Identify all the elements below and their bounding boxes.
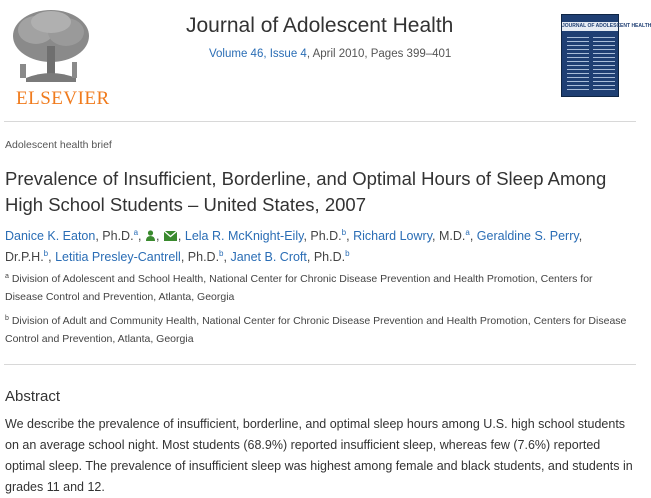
journal-cover-thumbnail[interactable] [561,14,651,97]
author-affiliation-sup[interactable]: b [345,249,350,258]
author-link[interactable]: Danice K. Eaton [5,229,96,243]
article-type-label: Adolescent health brief [5,139,112,151]
affiliation-marker: a [5,273,9,280]
section-divider [4,364,636,365]
cover-title: JOURNAL OF ADOLESCENT HEALTH [562,23,651,29]
affiliation-b [5,312,630,348]
journal-title-link[interactable]: Journal of Adolescent Health [186,14,454,37]
author-degree: , Dr.P.H. [5,229,583,264]
affiliation-a [5,270,630,306]
journal-header [0,0,651,110]
author-degree: , Ph.D. [95,229,134,243]
author-link[interactable]: Richard Lowry [353,229,433,243]
author-link[interactable]: Lela R. McKnight-Eily [184,229,304,243]
author-affiliation-sup[interactable]: b [341,228,347,237]
abstract-heading: Abstract [5,388,61,405]
author-degree: , Ph.D. [180,250,220,264]
article-title: Prevalence of Insufficient, Borderline, and Optimal Hours of Sleep Among High School Students – United States, 2007 [5,168,607,215]
author-list: Danice K. Eaton, Ph.D.$^a$, , , Lela R. McKnight-Eily, Ph.D.$^b$, Richard Lowry, M.D.$^a$, Geraldine S. Perry, Dr.P.H.$^b$, Letitia Presley-Cantrell, Ph.D.$^b$, Janet B. Croft, Ph.D.$^b$ [5,228,583,264]
header-divider [4,121,636,122]
person-icon[interactable] [146,230,155,241]
author-affiliation-sup[interactable]: a [465,228,470,237]
journal-issue-info [209,48,451,60]
author-affiliation-sup[interactable]: b [219,249,224,258]
author-link[interactable]: Letitia Presley-Cantrell [55,250,181,264]
abstract-text: We describe the prevalence of insufficient, borderline, and optimal sleep hours among U.S. high school students on an average school night. Most students (68.9%) reported insufficient sleep, whereas few (7.6%) reported optimal sleep. The prevalence of insufficient sleep was highest among female and black students, and students in grades 11 and 12. [5,417,633,494]
volume-issue-link[interactable]: Volume 46, Issue 4 [209,48,307,60]
author-degree: , Ph.D. [303,229,342,243]
elsevier-tree-logo[interactable] [6,6,110,109]
author-affiliation-sup[interactable]: a [133,228,139,237]
author-affiliation-sup[interactable]: b [43,249,49,258]
author-degree: , M.D. [432,229,466,243]
author-link[interactable]: Janet B. Croft [230,250,307,264]
author-link[interactable]: Geraldine S. Perry [476,229,579,243]
elsevier-wordmark: ELSEVIER [16,88,110,109]
affiliation-marker: b [5,315,9,322]
affiliation-text: Division of Adult and Community Health, National Center for Chronic Disease Prevention and Health Promotion, Centers for Disease Control and Prevention, Atlanta, Georgia [5,315,627,345]
email-icon[interactable] [164,231,177,241]
author-degree: , Ph.D. [306,250,346,264]
affiliation-text: Division of Adolescent and School Health, National Center for Chronic Disease Prevention and Health Promotion, Centers for Disease Control and Prevention, Atlanta, Georgia [5,273,593,303]
issue-date-pages: , April 2010, Pages 399–401 [306,48,452,60]
